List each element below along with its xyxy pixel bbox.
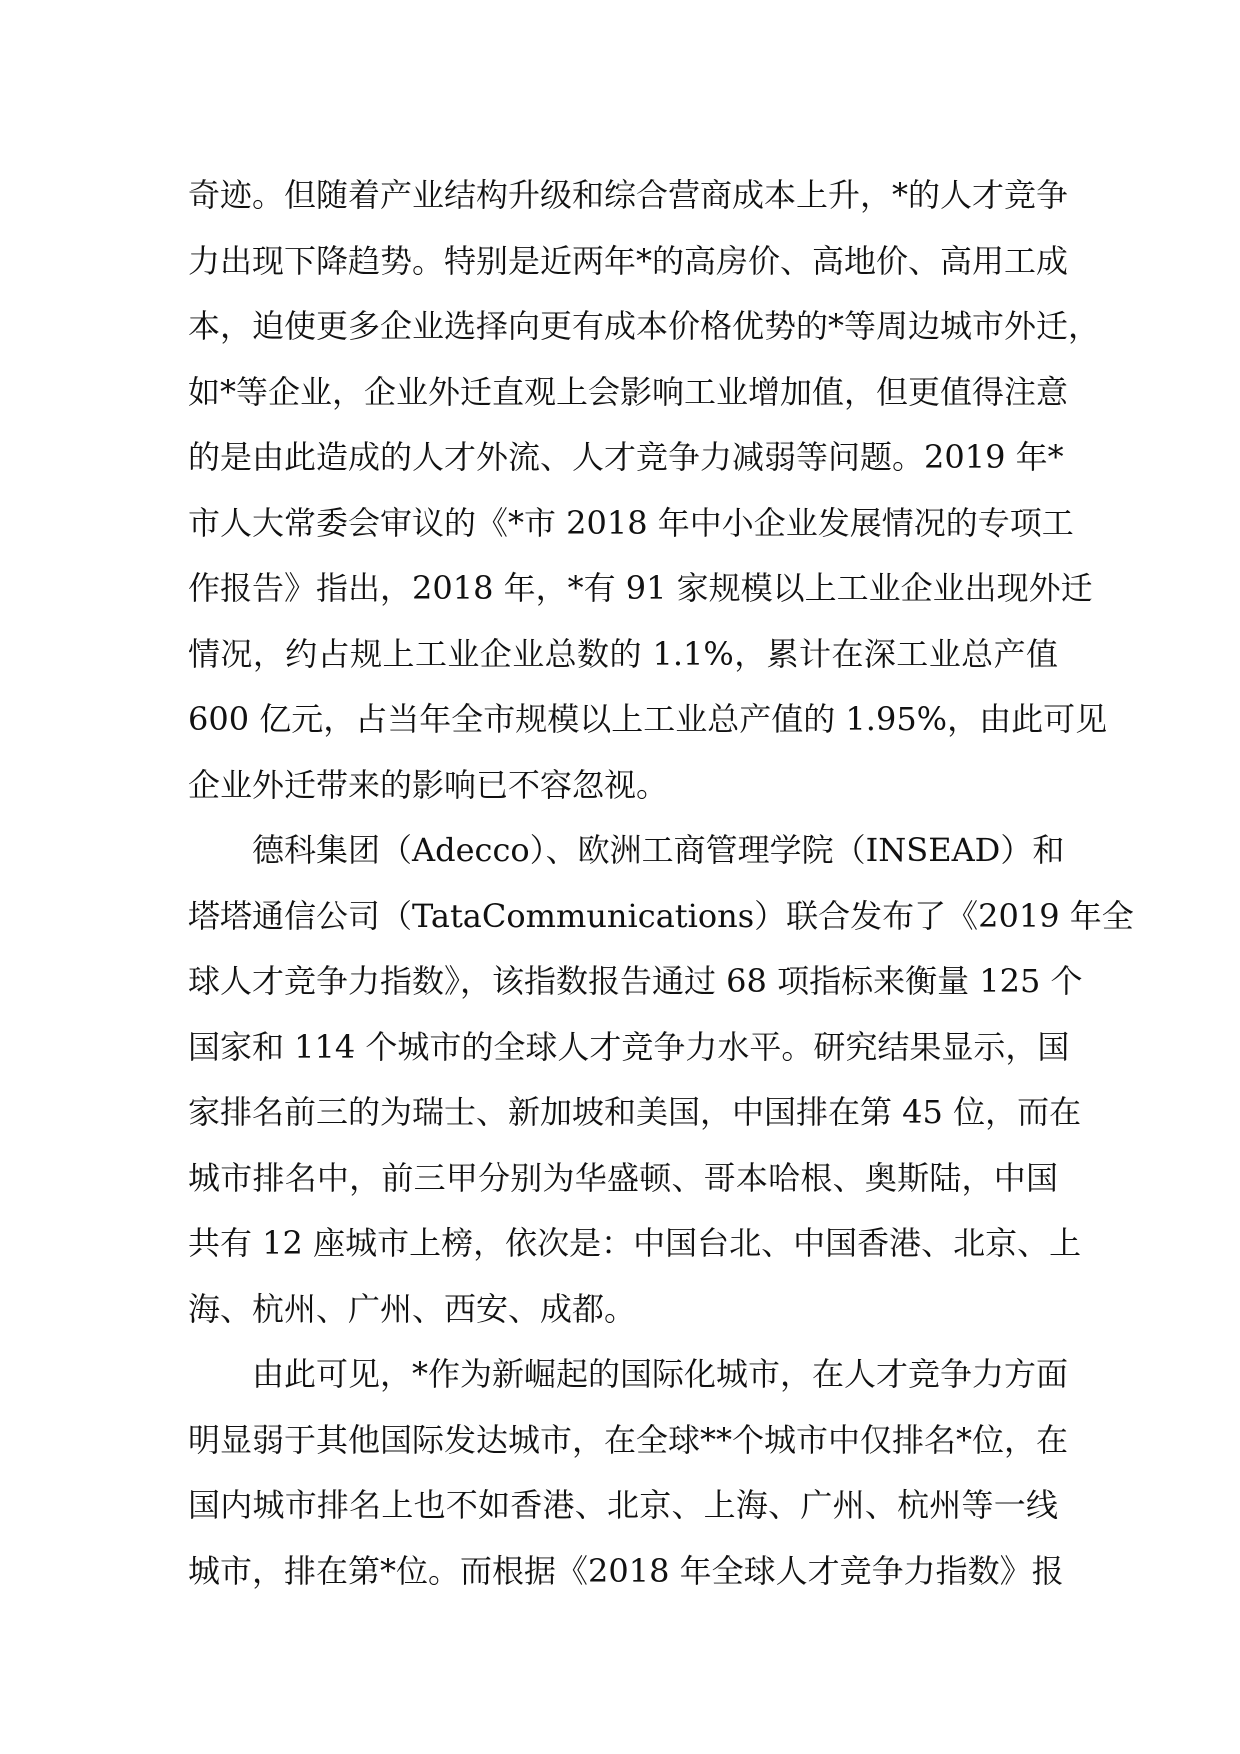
text-line: 城市排名中，前三甲分别为华盛顿、哥本哈根、奥斯陆，中国 xyxy=(188,1158,1058,1197)
text-line: 情况，约占规上工业企业总数的 1.1%，累计在深工业总产值 xyxy=(188,634,1058,673)
text-line: 家排名前三的为瑞士、新加坡和美国，中国排在第 45 位，而在 xyxy=(188,1093,1082,1131)
text-line: 德科集团（Adecco）、欧洲工商管理学院（INSEAD）和 xyxy=(252,831,1065,869)
text-line: 作报告》指出，2018 年，*有 91 家规模以上工业企业出现外迁 xyxy=(188,569,1093,607)
text-line: 国内城市排名上也不如香港、北京、上海、广州、杭州等一线 xyxy=(188,1486,1058,1524)
paragraph xyxy=(188,163,1108,818)
text-line: 市人大常委会审议的《*市 2018 年中小企业发展情况的专项工 xyxy=(188,503,1074,542)
text-line: 如*等企业，企业外迁直观上会影响工业增加值，但更值得注意 xyxy=(188,372,1069,411)
text-line: 城市，排在第*位。而根据《2018 年全球人才竞争力指数》报 xyxy=(188,1551,1064,1590)
text-line: 力出现下降趋势。特别是近两年*的高房价、高地价、高用工成 xyxy=(188,241,1069,280)
text-line: 由此可见，*作为新崛起的国际化城市，在人才竞争力方面 xyxy=(252,1355,1069,1393)
paragraph xyxy=(188,818,1134,1342)
paragraph xyxy=(188,1342,1069,1604)
text-line: 奇迹。但随着产业结构升级和综合营商成本上升，*的人才竞争 xyxy=(188,176,1069,214)
document-body xyxy=(188,163,1134,1604)
text-line: 的是由此造成的人才外流、人才竞争力减弱等问题。2019 年* xyxy=(188,438,1064,476)
text-line: 企业外迁带来的影响已不容忽视。 xyxy=(188,765,669,804)
text-line: 明显弱于其他国际发达城市，在全球**个城市中仅排名*位，在 xyxy=(188,1420,1069,1459)
text-line: 国家和 114 个城市的全球人才竞争力水平。研究结果显示，国 xyxy=(188,1027,1070,1066)
text-line: 本，迫使更多企业选择向更有成本价格优势的*等周边城市外迁， xyxy=(188,307,1101,345)
text-line: 共有 12 座城市上榜，依次是：中国台北、中国香港、北京、上 xyxy=(188,1224,1082,1262)
text-line: 塔塔通信公司（TataCommunications）联合发布了《2019 年全 xyxy=(188,896,1134,935)
text-line: 海、杭州、广州、西安、成都。 xyxy=(188,1289,637,1328)
text-line: 球人才竞争力指数》，该指数报告通过 68 项指标来衡量 125 个 xyxy=(188,962,1083,1000)
text-line: 600 亿元，占当年全市规模以上工业总产值的 1.95%，由此可见 xyxy=(188,700,1108,738)
